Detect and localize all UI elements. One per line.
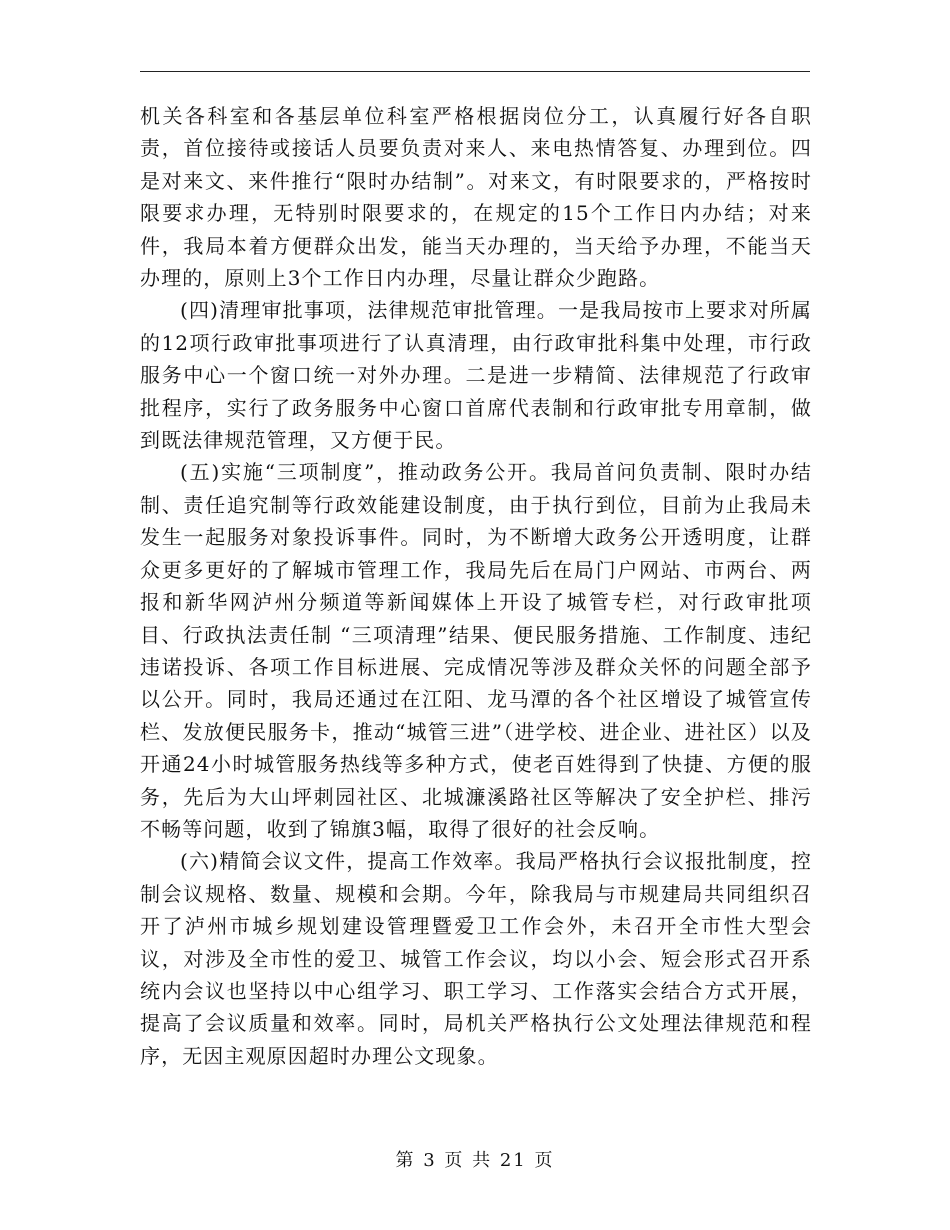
document-body bbox=[140, 100, 812, 1072]
header-rule bbox=[140, 71, 810, 72]
page-number: 第 3 页 共 21 页 bbox=[395, 1150, 555, 1171]
paragraph-section-5: (五)实施“三项制度”，推动政务公开。我局首问负责制、限时办结制、责任追究制等行政效能建设制度，由于执行到位，目前为止我局未发生一起服务对象投诉事件。同时，为不断增大政务公开透明度，让群众更多更好的了解城市管理工作，我局先后在局门户网站、市两台、两报和新华网泸州分频道等新闻媒体上开设了城管专栏，对行政审批项目、行政执法责任制 “三项清理”结果、便民服务措施、工作制度、违纪违诺投诉、各项工作目标进展、完成情况等涉及群众关怀的问题全部予以公开。同时，我局还通过在江阳、龙马潭的各个社区增设了城管宣传栏、发放便民服务卡，推动“城管三进”（进学校、进企业、进社区）以及开通24小时城管服务热线等多种方式，使老百姓得到了快捷、方便的服务，先后为大山坪刺园社区、北城濂溪路社区等解决了安全护栏、排污不畅等问题，收到了锦旗3幅，取得了很好的社会反响。 bbox=[140, 460, 812, 841]
paragraph-continuation: 机关各科室和各基层单位科室严格根据岗位分工，认真履行好各自职责，首位接待或接话人员要负责对来人、来电热情答复、办理到位。四是对来文、来件推行“限时办结制”。对来文，有时限要求的，严格按时限要求办理，无特别时限要求的，在规定的15个工作日内办结；对来件，我局本着方便群众出发，能当天办理的，当天给予办理，不能当天办理的，原则上3个工作日内办理，尽量让群众少跑路。 bbox=[140, 104, 812, 291]
paragraph-section-4: (四)清理审批事项，法律规范审批管理。一是我局按市上要求对所属的12项行政审批事项进行了认真清理，由行政审批科集中处理，市行政服务中心一个窗口统一对外办理。二是进一步精简、法律规范了行政审批程序，实行了政务服务中心窗口首席代表制和行政审批专用章制，做到既法律规范管理，又方便于民。 bbox=[140, 298, 812, 453]
paragraph-section-6: (六)精简会议文件，提高工作效率。我局严格执行会议报批制度，控制会议规格、数量、规模和会期。今年，除我局与市规建局共同组织召开了泸州市城乡规划建设管理暨爱卫工作会外，未召开全市性大型会议，对涉及全市性的爱卫、城管工作会议，均以小会、短会形式召开系统内会议也坚持以中心组学习、职工学习、工作落实会结合方式开展，提高了会议质量和效率。同时，局机关严格执行公文处理法律规范和程序，无因主观原因超时办理公文现象。 bbox=[140, 849, 812, 1068]
